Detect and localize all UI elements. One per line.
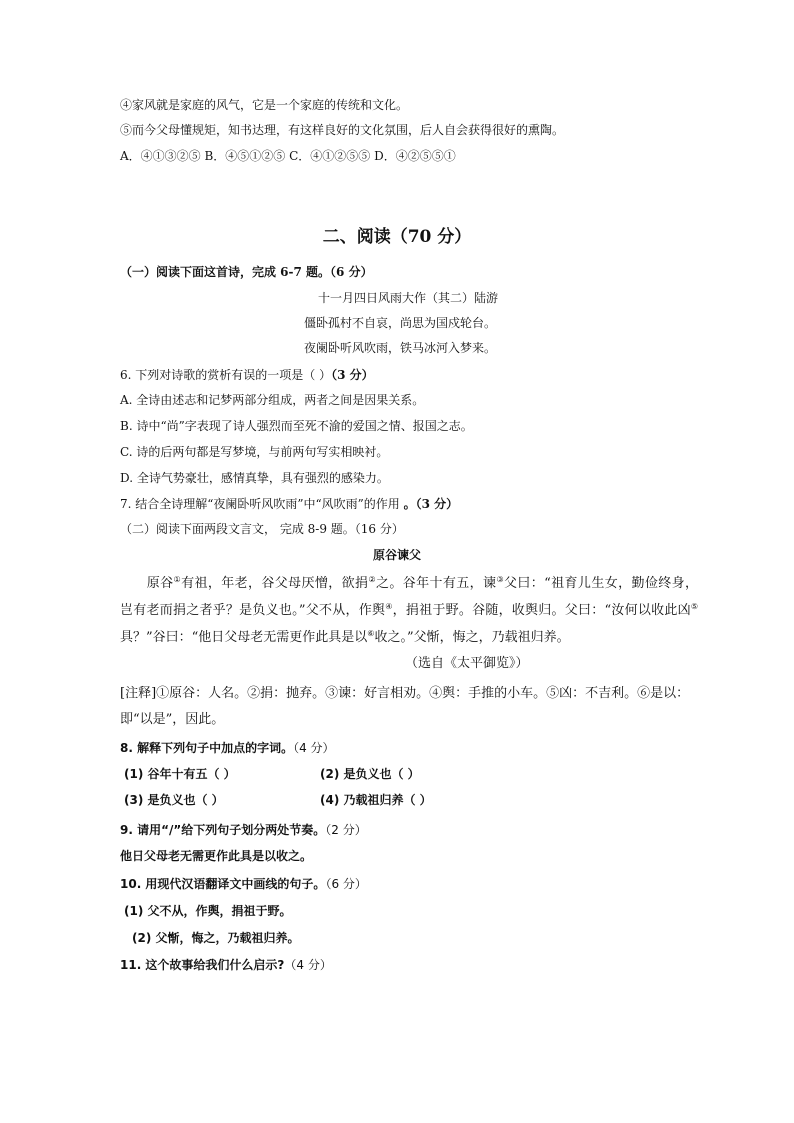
footnote-mark: ① <box>173 575 182 584</box>
q6-option-c: C. 诗的后两句都是写梦境，与前两句写实相映衬。 <box>120 445 389 459</box>
question-11 <box>120 957 332 973</box>
footnote-mark: ④ <box>385 602 393 611</box>
question-9 <box>120 822 367 838</box>
passage-line-1-text <box>120 576 698 592</box>
question-10-points: （6 分） <box>325 877 367 891</box>
q8-item-3: (3) 是负义也（ ） <box>124 793 224 807</box>
footnote-mark: ⑤ <box>690 602 699 611</box>
passage-fragment: ，捐祖于野。谷随，收舆归。父曰：“汝何以收此凶 <box>392 603 691 618</box>
q10-item-1: (1) 父不从，作舆，捐祖于野。 <box>124 904 292 918</box>
footnote-mark: ② <box>368 575 376 584</box>
passage-fragment: 原谷 <box>146 576 174 591</box>
option-item-4: ④家风就是家庭的风气，它是一个家庭的传统和文化。 <box>120 98 409 112</box>
q6-option-a: A. 全诗由述志和记梦两部分组成，两者之间是因果关系。 <box>120 393 425 407</box>
question-6-points: （3 分） <box>331 368 374 382</box>
question-8-text: 8. 解释下列句子中加点的字词。 <box>120 741 294 755</box>
poem-title: 十一月四日风雨大作（其二）陆游 <box>318 291 499 305</box>
q8-item-2: (2) 是负义也（ ） <box>320 767 420 781</box>
q8-item-4: (4) 乃载祖归养（ ） <box>320 793 432 807</box>
q10-item-2: (2) 父惭，悔之，乃载祖归养。 <box>132 931 300 945</box>
question-9-points: （2 分） <box>325 823 367 837</box>
passage-source: （选自《太平御览》） <box>405 656 529 671</box>
q9-sentence: 他日父母老无需更作此具是以收之。 <box>120 849 313 863</box>
question-9-text: 9. 请用“/”给下列句子划分两处节奏。 <box>120 823 326 837</box>
question-10-text: 10. 用现代汉语翻译文中画线的句子。 <box>120 877 326 891</box>
q8-item-1: (1) 谷年十有五（ ） <box>124 767 236 781</box>
answer-choices: A．④①③②⑤ B．④⑤①②⑤ C．④①②⑤⑤ D．④②⑤⑤① <box>120 149 456 163</box>
annotation-line-2: 即“以是”，因此。 <box>120 712 225 727</box>
question-7-text: 7. 结合全诗理解“夜阑卧听风吹雨”中“风吹雨”的作用 <box>120 497 404 511</box>
question-6 <box>120 367 374 383</box>
question-8 <box>120 740 335 756</box>
part1-instruction: （一）阅读下面这首诗，完成 6-7 题。（6 分） <box>120 265 373 279</box>
q6-option-b: B. 诗中“尚”字表现了诗人强烈而至死不渝的爱国之情、报国之志。 <box>120 419 473 433</box>
poem-line-2: 夜阑卧听风吹雨，铁马冰河入梦来。 <box>304 341 497 355</box>
passage-fragment: 之。谷年十有五，谏 <box>376 576 497 591</box>
q6-option-d: D. 全诗气势豪壮，感情真挚，具有强烈的感染力。 <box>120 471 389 485</box>
passage-fragment: 父曰：“祖育儿生女，勤俭终身， <box>504 576 698 591</box>
question-7-points: 。（3 分） <box>403 497 459 511</box>
question-7 <box>120 496 458 512</box>
option-item-5: ⑤而今父母懂规矩，知书达理，有这样良好的文化氛围，后人自会获得很好的熏陶。 <box>120 123 565 137</box>
passage-title: 原谷谏父 <box>372 548 421 562</box>
section-heading: 二、阅读（70 分） <box>322 227 472 247</box>
poem-line-1: 僵卧孤村不自哀，尚思为国戍轮台。 <box>304 316 497 330</box>
part2-instruction: （二）阅读下面两段文言文， 完成 8-9 题。（16 分） <box>120 522 404 536</box>
question-6-text: 6. 下列对诗歌的赏析有误的一项是（ ） <box>120 368 332 382</box>
passage-fragment: 岂有老而捐之者乎？是负义也。”父不从，作舆 <box>120 603 386 618</box>
passage-fragment: 具？”谷曰：“他日父母老无需更作此具是以 <box>120 630 368 645</box>
question-11-points: （4 分） <box>284 958 332 972</box>
question-8-points: （4 分） <box>293 741 335 755</box>
question-11-text: 11. 这个故事给我们什么启示? <box>120 958 285 972</box>
footnote-mark: ⑥ <box>367 629 375 638</box>
footnote-mark: ③ <box>496 575 504 584</box>
passage-line-2-text <box>120 603 698 619</box>
question-10 <box>120 876 367 892</box>
passage-line-3 <box>120 630 570 646</box>
annotation-line-1: [注释]①原谷：人名。②捐：抛弃。③谏：好言相劝。④舆：手推的小车。⑤凶：不吉利。⑥是以： <box>120 686 690 701</box>
passage-line-1 <box>120 576 698 592</box>
passage-fragment: 收之。”父惭，悔之，乃载祖归养。 <box>374 630 570 645</box>
passage-fragment: 有祖，年老，谷父母厌憎，欲捐 <box>181 576 369 591</box>
passage-line-2 <box>120 603 698 619</box>
